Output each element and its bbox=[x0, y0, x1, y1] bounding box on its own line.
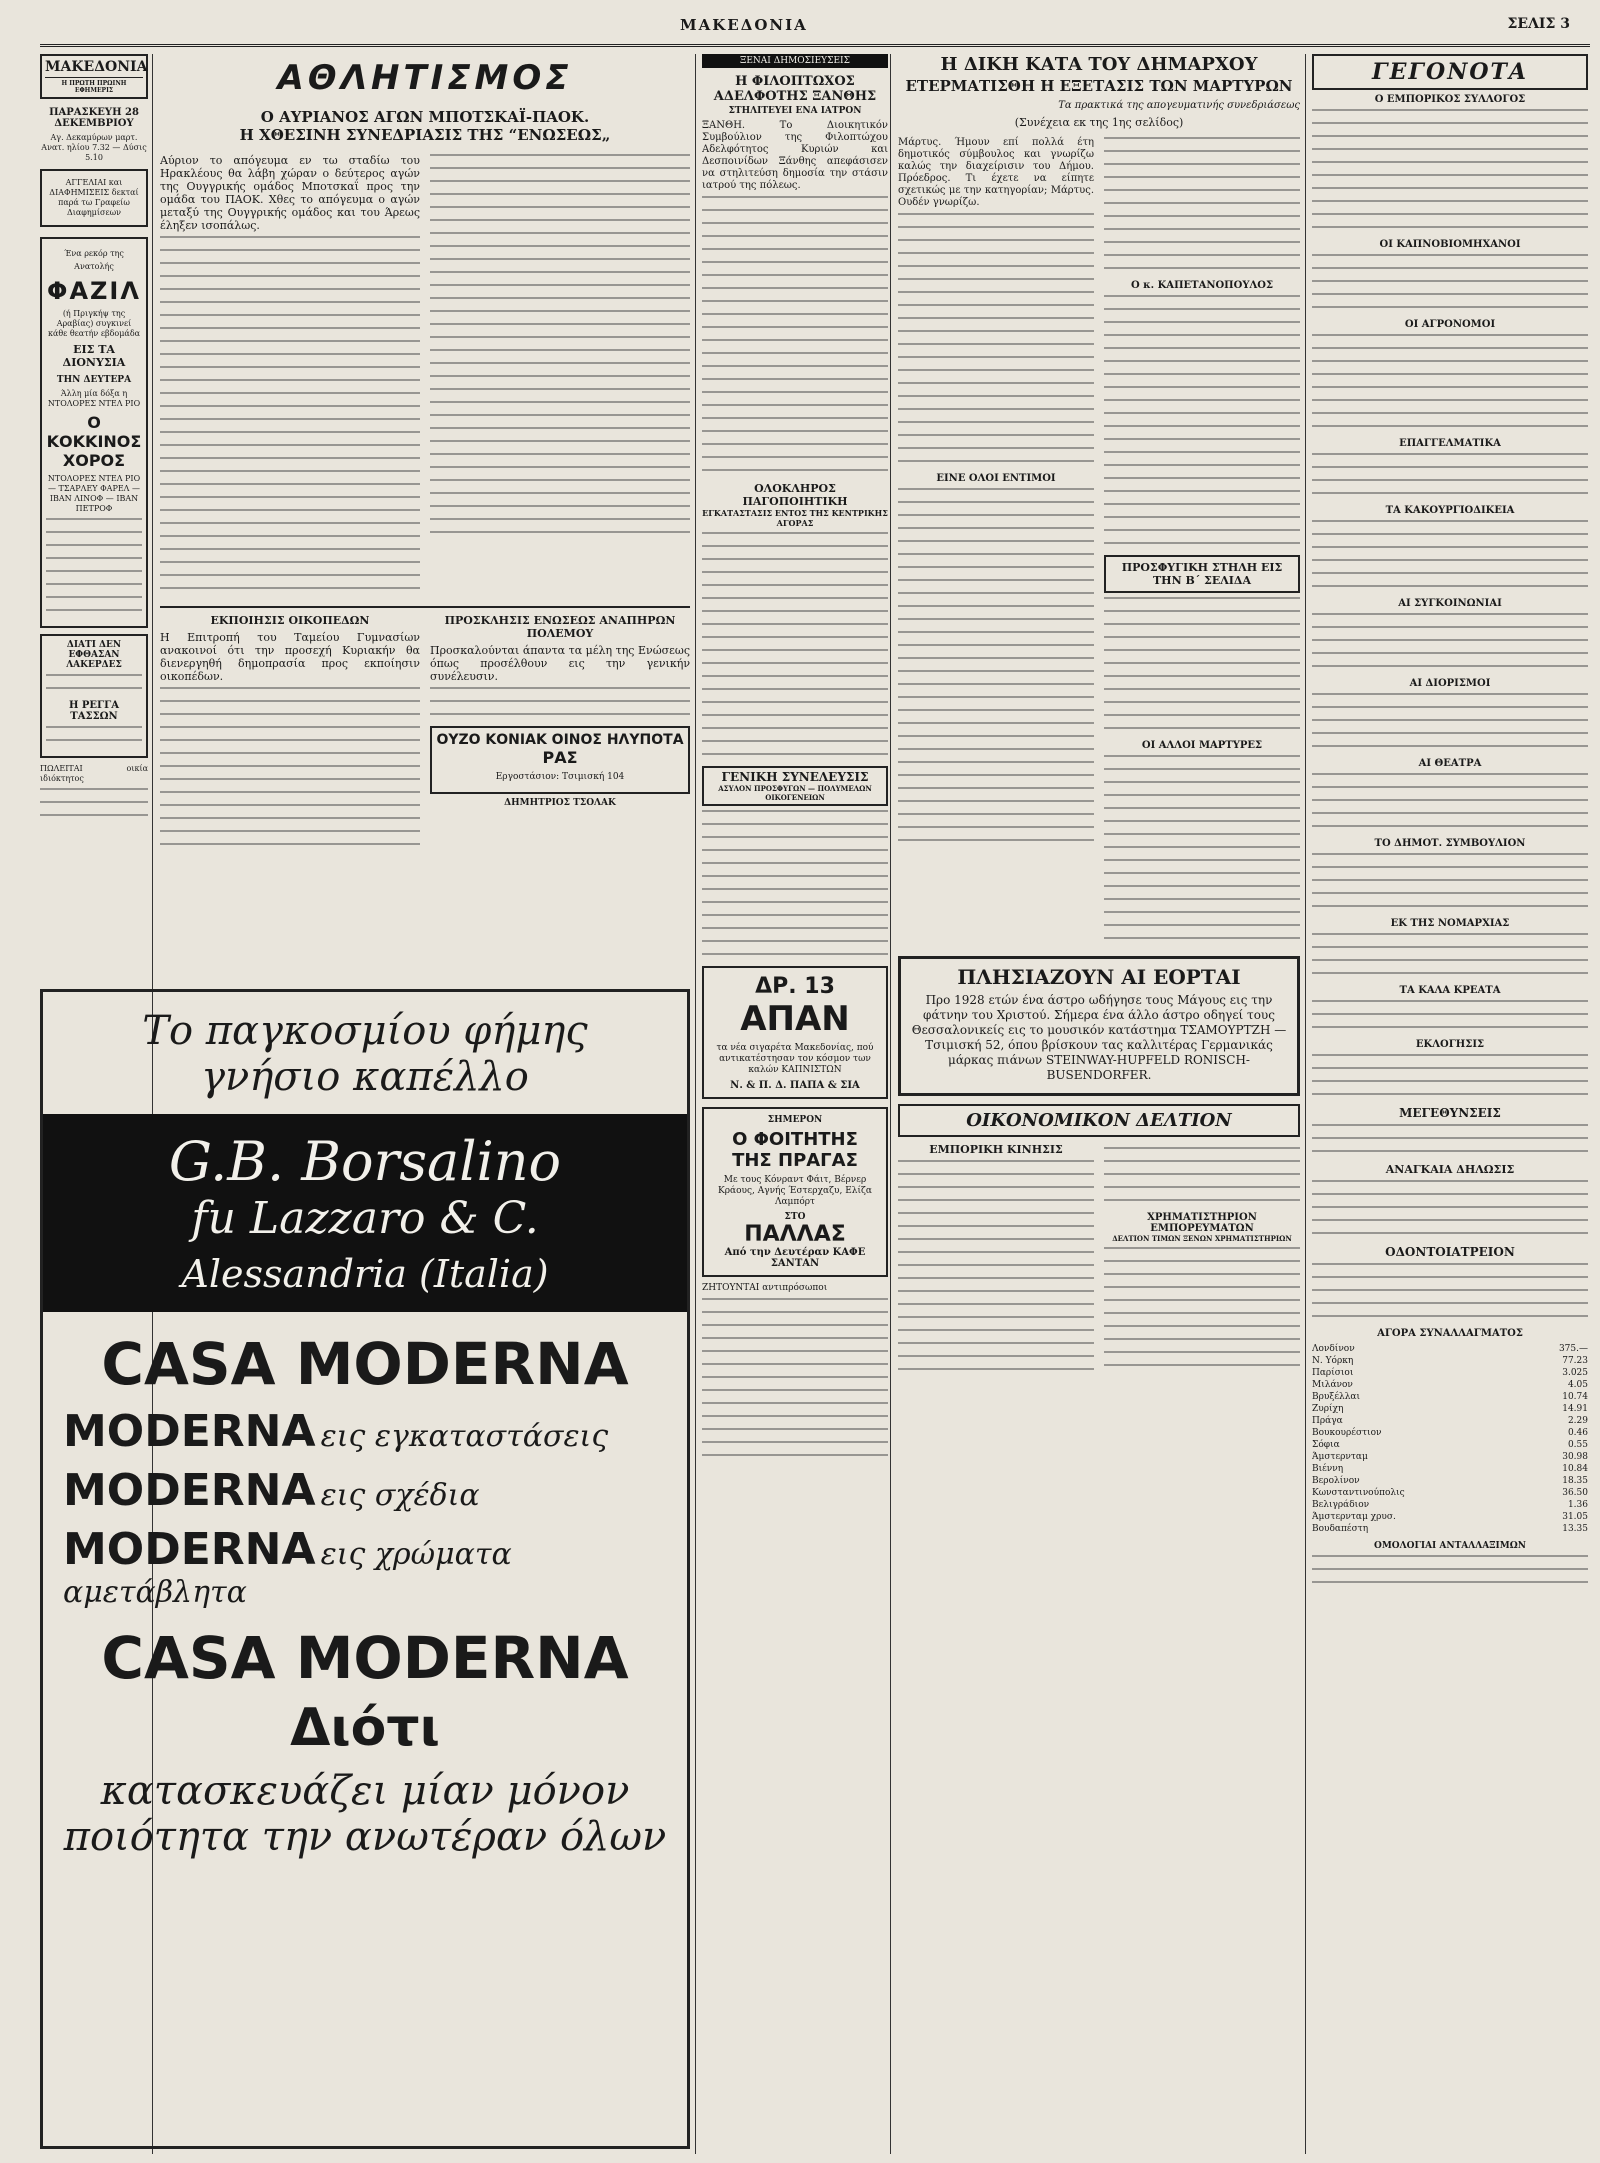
xanthi-lines bbox=[702, 196, 888, 471]
fazil-ad bbox=[40, 237, 148, 628]
moderna-word: MODERNA bbox=[63, 1406, 316, 1457]
kokkinos-title: Ο ΚΟΚΚΙΝΟΣ ΧΟΡΟΣ bbox=[46, 413, 142, 470]
events-section: ΕΚΛΟΓΗΣΙΣ bbox=[1415, 1039, 1485, 1050]
commodity-exchange: ΧΡΗΜΑΤΙΣΤΗΡΙΟΝ ΕΜΠΟΡΕΥΜΑΤΩΝ bbox=[1147, 1212, 1257, 1234]
events-lines bbox=[1312, 453, 1588, 494]
fx-currency: Βουδαπέστη bbox=[1312, 1524, 1369, 1534]
tagline-2: ποιότητα την ανωτέραν όλων bbox=[63, 1814, 667, 1860]
sports-headline-1: Ο ΑΥΡΙΑΝΟΣ ΑΓΩΝ ΜΠΟΤΣΚΑΪ-ΠΑΟΚ. bbox=[260, 108, 590, 126]
column-5 bbox=[1312, 54, 1588, 2149]
fx-rate: 4.05 bbox=[1567, 1380, 1588, 1390]
fazil-body-lines bbox=[46, 518, 142, 611]
fx-rate: 3.025 bbox=[1562, 1368, 1588, 1378]
lakerdes-lines-2 bbox=[46, 726, 142, 741]
trial-lines-a bbox=[898, 213, 1094, 462]
fazil-intro: Ένα ρεκόρ της Ανατολής bbox=[64, 249, 124, 271]
film-title: Ο ΦΟΙΤΗΤΗΣ ΤΗΣ ΠΡΑΓΑΣ bbox=[732, 1129, 858, 1171]
fx-row bbox=[1312, 1523, 1588, 1535]
invalids-title: ΠΡΟΣΚΛΗΣΙΣ ΕΝΩΣΕΩΣ ΑΝΑΠΗΡΩΝ ΠΟΛΕΜΟΥ bbox=[444, 614, 676, 640]
apan-maker: Ν. & Π. Δ. ΠΑΠΑ & ΣΙΑ bbox=[730, 1080, 860, 1091]
fx-currency: Ζυρίχη bbox=[1312, 1404, 1344, 1414]
sale-notice: ΠΩΛΕΙΤΑΙ οικία ιδιόκτητος bbox=[40, 764, 148, 783]
film-today: ΣΗΜΕΡΟΝ bbox=[767, 1115, 823, 1125]
monday-text: Άλλη μία δόξα η ΝΤΟΛΟΡΕΣ ΝΤΕΛ ΡΙΟ bbox=[47, 389, 141, 408]
sports-article-lines-a bbox=[160, 236, 420, 589]
section-divider bbox=[160, 606, 690, 608]
column-1 bbox=[40, 54, 148, 1054]
moderna-word: MODERNA bbox=[63, 1465, 316, 1516]
assembly-lines bbox=[702, 810, 888, 955]
bonds-title: ΟΜΟΛΟΓΙΑΙ ΑΝΤΑΛΛΑΞΙΜΩΝ bbox=[1374, 1541, 1526, 1551]
fx-market-title: ΑΓΟΡΑ ΣΥΝΑΛΛΑΓΜΑΤΟΣ bbox=[1377, 1328, 1523, 1339]
events-lines bbox=[1312, 933, 1588, 974]
fx-row bbox=[1312, 1415, 1588, 1427]
ice-lines bbox=[702, 532, 888, 755]
sports-article-col-b bbox=[430, 150, 690, 600]
trial-lines-e bbox=[1104, 597, 1300, 729]
events-section: ΑΝΑΓΚΑΙΑ ΔΗΛΩΣΙΣ bbox=[1385, 1163, 1515, 1176]
wanted-lines bbox=[702, 1298, 888, 1456]
fazil-title: ΦΑΖΙΛ bbox=[47, 277, 141, 305]
film-venue: ΠΑΛΛΑΣ bbox=[744, 1222, 846, 1247]
ouzo-address: Εργοστάσιον: Τσιμισκή 104 bbox=[495, 772, 625, 782]
fx-currency: Άμστερνταμ χρυσ. bbox=[1312, 1512, 1396, 1522]
dioti-word: Διότι bbox=[290, 1698, 440, 1758]
xanthi-subhead: ΣΤΗΛΙΤΕΥΕΙ ΕΝΑ ΙΑΤΡΟΝ bbox=[728, 106, 862, 116]
fx-row bbox=[1312, 1463, 1588, 1475]
economic-col-b bbox=[1104, 1143, 1300, 1381]
borsalino-city: Alessandria (Italia) bbox=[181, 1252, 549, 1296]
fx-currency: Πράγα bbox=[1312, 1416, 1343, 1426]
economic-col-a bbox=[898, 1143, 1094, 1381]
ice-subhead: ΕΓΚΑΤΑΣΤΑΣΙΣ ΕΝΤΟΣ ΤΗΣ ΚΕΝΤΡΙΚΗΣ ΑΓΟΡΑΣ bbox=[702, 508, 888, 528]
festivities-text: Προ 1928 ετών ένα άστρο ωδήγησε τους Μάγους εις την φάτνην του Χριστού. Σήμερα ένα άλλο άστρο οδηγεί τους Θεσσαλονικείς εις το μουσικόν κατάστημα ΤΣΑΜΟΥΡΤΖΗ — Τσιμισκή 52, όπου βρίσκουν τας καλλιτέρας Γερμανικάς μάρκας πιάνων STEINWAY-HUPFELD RONISCH-BUSENDORFER. bbox=[911, 993, 1287, 1082]
borsalino-lazzaro: fu Lazzaro & C. bbox=[191, 1193, 539, 1244]
ouzo-name: ΡΑΣ bbox=[542, 748, 578, 767]
trial-sub-3: ΟΙ ΑΛΛΟΙ ΜΑΡΤΥΡΕΣ bbox=[1141, 740, 1263, 751]
ouzo-ad bbox=[430, 726, 690, 794]
film-ad bbox=[702, 1107, 888, 1277]
moderna-caption: εις σχέδια bbox=[320, 1478, 480, 1513]
economic-bulletin-box bbox=[898, 1104, 1300, 1137]
fx-currency: Άμστερνταμ bbox=[1312, 1452, 1368, 1462]
fx-row bbox=[1312, 1475, 1588, 1487]
trial-headline: Η ΔΙΚΗ ΚΑΤΑ ΤΟΥ ΔΗΜΑΡΧΟΥ bbox=[940, 54, 1258, 75]
assembly-box bbox=[702, 766, 888, 806]
paper-name: ΜΑΚΕΔΟΝΙΑ bbox=[680, 16, 808, 34]
economic-bulletin-title: ΟΙΚΟΝΟΜΙΚΟΝ ΔΕΛΤΙΟΝ bbox=[966, 1110, 1232, 1131]
moderna-caption: εις εγκαταστάσεις bbox=[320, 1419, 609, 1454]
plots-lines bbox=[160, 687, 420, 845]
fx-rate: 18.35 bbox=[1562, 1476, 1588, 1486]
economic-lines-b bbox=[1104, 1147, 1300, 1201]
fx-currency: Παρίσιοι bbox=[1312, 1368, 1354, 1378]
fx-row bbox=[1312, 1343, 1588, 1355]
foreign-tag: ΞΕΝΑΙ ΔΗΜΟΣΙΕΥΣΕΙΣ bbox=[702, 54, 888, 68]
commercial-movement: ΕΜΠΟΡΙΚΗ ΚΙΝΗΣΙΣ bbox=[929, 1143, 1063, 1156]
assembly-headline: ΓΕΝΙΚΗ ΣΥΝΕΛΕΥΣΙΣ bbox=[721, 770, 869, 784]
events-section: ΤΟ ΔΗΜΟΤ. ΣΥΜΒΟΥΛΙΟΝ bbox=[1374, 838, 1526, 849]
column-2-top bbox=[160, 54, 690, 1014]
lakerdes-lines bbox=[46, 674, 142, 689]
plots-title: ΕΚΠΟΙΗΣΙΣ ΟΙΚΟΠΕΔΩΝ bbox=[210, 614, 370, 627]
foreign-exchange-prices: ΔΕΛΤΙΟΝ ΤΙΜΩΝ ΞΕΝΩΝ ΧΡΗΜΑΤΙΣΤΗΡΙΩΝ bbox=[1112, 1234, 1292, 1243]
film-venue-pre: ΣΤΟ bbox=[784, 1212, 806, 1222]
refugee-text: ΠΡΟΣΦΥΓΙΚΗ ΣΤΗΛΗ ΕΙΣ ΤΗΝ Β΄ ΣΕΛΙΔΑ bbox=[1121, 561, 1283, 587]
fx-currency: Μιλάνον bbox=[1312, 1380, 1353, 1390]
fx-rate: 36.50 bbox=[1562, 1488, 1588, 1498]
wanted-notice: ΖΗΤΟΥΝΤΑΙ αντιπρόσωποι bbox=[702, 1283, 828, 1293]
events-section: ΕΠΑΓΓΕΛΜΑΤΙΚΑ bbox=[1399, 438, 1501, 449]
fx-row bbox=[1312, 1379, 1588, 1391]
fx-rate: 2.29 bbox=[1567, 1416, 1588, 1426]
lakerdes-shop: Η ΡΕΓΓΑ ΤΑΣΣΩΝ bbox=[68, 700, 120, 722]
trial-kicker: Τα πρακτικά της απογευματινής συνεδριάσεως bbox=[1058, 100, 1300, 111]
column-4 bbox=[898, 54, 1300, 2149]
fazil-text: (ή Πριγκήψ της Αραβίας) συγκινεί κάθε θεατήν εβδομάδα bbox=[47, 309, 141, 338]
sports-article-col-a bbox=[160, 150, 420, 600]
economic-columns bbox=[898, 1143, 1300, 1381]
moderna-word: MODERNA bbox=[63, 1524, 316, 1575]
fx-currency: Βουκουρέστιον bbox=[1312, 1428, 1382, 1438]
fx-currency: Ν. Υόρκη bbox=[1312, 1356, 1354, 1366]
plots-notice bbox=[160, 614, 420, 856]
fx-rate: 14.91 bbox=[1562, 1404, 1588, 1414]
moderna-line-3 bbox=[63, 1524, 667, 1610]
fx-row bbox=[1312, 1487, 1588, 1499]
trial-lines-f bbox=[1104, 755, 1300, 939]
borsalino-line-2: γνήσιο καπέλλο bbox=[201, 1054, 529, 1100]
tsolak-name: ΔΗΜΗΤΡΙΟΣ ΤΣΟΛΑΚ bbox=[504, 798, 616, 808]
borsalino-ad bbox=[40, 989, 690, 2149]
ads-box bbox=[40, 169, 148, 227]
xanthi-text: ΞΑΝΘΗ. Το Διοικητικόν Συμβούλιον της Φιλοπτώχου Αδελφότητος Κυριών και Δεσποινίδων Ξάνθης απεφάσισεν να στηλιτεύση δημοσία την στάσιν ιατρού της πόλεως. bbox=[702, 120, 888, 191]
sports-article-lines-b bbox=[430, 154, 690, 533]
column-rule bbox=[695, 54, 696, 2154]
events-section: ΟΙ ΑΓΡΟΝΟΜΟΙ bbox=[1404, 319, 1496, 330]
events-lines bbox=[1312, 853, 1588, 907]
trial-col-a bbox=[898, 133, 1094, 950]
fx-rate: 375.— bbox=[1558, 1344, 1588, 1354]
fx-row bbox=[1312, 1427, 1588, 1439]
trial-sub-1: Ο κ. ΚΑΠΕΤΑΝΟΠΟΥΛΟΣ bbox=[1130, 280, 1274, 291]
fx-row bbox=[1312, 1391, 1588, 1403]
moderna-line-1 bbox=[63, 1406, 667, 1457]
brand-box bbox=[40, 54, 148, 99]
events-lines bbox=[1312, 613, 1588, 667]
column-rule bbox=[1305, 54, 1306, 2154]
fx-currency: Βελιγράδιον bbox=[1312, 1500, 1370, 1510]
brand-name: ΜΑΚΕΔΟΝΙΑ bbox=[45, 59, 148, 75]
events-section: ΤΑ ΚΑΚΟΥΡΓΙΟΔΙΚΕΙΑ bbox=[1385, 505, 1515, 516]
fx-rate: 0.46 bbox=[1567, 1428, 1588, 1438]
events-lines bbox=[1312, 1555, 1588, 1583]
events-section: ΟΙ ΚΑΠΝΟΒΙΟΜΗΧΑΝΟΙ bbox=[1379, 239, 1521, 250]
trial-col-b bbox=[1104, 133, 1300, 950]
invalids-text: Προσκαλούνται άπαντα τα μέλη της Ενώσεως όπως προσέλθουν εις την γενικήν συνέλευσιν. bbox=[430, 644, 690, 683]
events-section: ΤΑ ΚΑΛΑ ΚΡΕΑΤΑ bbox=[1399, 985, 1501, 996]
events-lines bbox=[1312, 1263, 1588, 1317]
fx-row bbox=[1312, 1511, 1588, 1523]
casa-moderna-title: CASA MODERNA bbox=[101, 1330, 629, 1398]
events-lines bbox=[1312, 1180, 1588, 1234]
tagline-1: κατασκευάζει μίαν μόνον bbox=[100, 1768, 630, 1814]
trial-lines-b bbox=[898, 488, 1094, 841]
fx-currency: Βερολίνον bbox=[1312, 1476, 1360, 1486]
sale-notice-lines bbox=[40, 788, 148, 816]
fx-rate: 77.23 bbox=[1562, 1356, 1588, 1366]
ads-text: ΑΓΓΕΛΙΑΙ και ΔΙΑΦΗΜΙΣΕΙΣ δεκταί παρά τω Γραφείω Διαφημίσεων bbox=[49, 178, 139, 217]
masthead bbox=[40, 14, 1590, 47]
ice-headline: ΟΛΟΚΛΗΡΟΣ ΠΑΓΟΠΟΙΗΤΙΚΗ bbox=[742, 482, 848, 508]
moderna-caption: εις χρώματα αμετάβλητα bbox=[63, 1537, 512, 1610]
column-rule bbox=[890, 54, 891, 2154]
events-section: ΑΙ ΣΥΓΚΟΙΝΩΝΙΑΙ bbox=[1398, 598, 1502, 609]
fx-row bbox=[1312, 1451, 1588, 1463]
events-lines bbox=[1312, 773, 1588, 827]
festivities-ad bbox=[898, 956, 1300, 1096]
borsalino-banner bbox=[43, 1114, 687, 1312]
fx-row bbox=[1312, 1439, 1588, 1451]
fx-currency: Βρυξέλλαι bbox=[1312, 1392, 1361, 1402]
events-lines bbox=[1312, 1124, 1588, 1152]
fx-rate: 10.84 bbox=[1562, 1464, 1588, 1474]
lakerdes-title: ΔΙΑΤΙ ΔΕΝ ΕΦΘΑΣΑΝ ΛΑΚΕΡΔΕΣ bbox=[66, 640, 122, 670]
events-section: ΑΙ ΔΙΟΡΙΣΜΟΙ bbox=[1409, 678, 1491, 689]
trial-continued: (Συνέχεια εκ της 1ης σελίδος) bbox=[1014, 116, 1184, 129]
issue-date: ΠΑΡΑΣΚΕΥΗ 28 ΔΕΚΕΜΒΡΙΟΥ bbox=[49, 107, 139, 129]
events-lines bbox=[1312, 693, 1588, 747]
events-lines bbox=[1312, 109, 1588, 228]
sunrise-note: Αγ. Δεκαμύρων μαρτ. Ανατ. ηλίου 7.32 — Δύσις 5.10 bbox=[41, 133, 147, 162]
trial-lines-d bbox=[1104, 295, 1300, 544]
sports-article-columns bbox=[160, 150, 690, 600]
ouzo-brand: ΟΥΖΟ ΚΟΝΙΑΚ ΟΙΝΟΣ ΗΛΥΠΟΤΑ bbox=[436, 732, 684, 748]
trial-lines-c bbox=[1104, 137, 1300, 269]
fx-rate: 10.74 bbox=[1562, 1392, 1588, 1402]
page-label: ΣΕΛΙΣ 3 bbox=[1507, 16, 1570, 32]
casa-moderna-title-2: CASA MODERNA bbox=[101, 1624, 629, 1692]
notices-row bbox=[160, 614, 690, 856]
fx-row bbox=[1312, 1403, 1588, 1415]
trial-columns bbox=[898, 133, 1300, 950]
refugee-box bbox=[1104, 555, 1300, 593]
brand-subtitle: Η ΠΡΩΤΗ ΠΡΩΙΝΗ ΕΦΗΜΕΡΙΣ bbox=[45, 77, 143, 94]
sports-headline-2: Η ΧΘΕΣΙΝΗ ΣΥΝΕΔΡΙΑΣΙΣ ΤΗΣ “ΕΝΩΣΕΩΣ„ bbox=[239, 126, 611, 144]
fx-currency: Κωνσταντινούπολις bbox=[1312, 1488, 1405, 1498]
sports-article-lead: Αύριον το απόγευμα εν τω σταδίω του Ηρακλέους θα λάβη χώραν ο δεύτερος αγών της Ουγγρικής ομάδος Μποτσκαΐ προς την ομάδα του ΠΑΟΚ. Χθες το απόγευμα ο αγών μεταξύ της Ουγγρικής ομάδος και του Άρεως έληξεν ισοπάλως. bbox=[160, 154, 420, 232]
fx-currency: Βιέννη bbox=[1312, 1464, 1344, 1474]
monday-label: ΤΗΝ ΔΕΥΤΕΡΑ bbox=[56, 375, 132, 385]
film-extra: Από την Δευτέραν ΚΑΦΕ ΣΑΝΤΑΝ bbox=[724, 1247, 866, 1269]
fx-row bbox=[1312, 1499, 1588, 1511]
sports-title: ΑΘΛΗΤΙΣΜΟΣ bbox=[277, 58, 573, 98]
film-cast: Με τους Κόνραντ Φάιτ, Βέρνερ Κράους, Αγνής Έστερχαζυ, Ελίζα Λαμπόρτ bbox=[718, 1175, 872, 1207]
trial-subhead: ΕΤΕΡΜΑΤΙΣΘΗ Η ΕΞΕΤΑΣΙΣ ΤΩΝ ΜΑΡΤΥΡΩΝ bbox=[905, 77, 1293, 95]
invalids-lines bbox=[430, 687, 690, 715]
trial-text: Μάρτυς. Ήμουν επί πολλά έτη δημοτικός σύμβουλος και γνωρίζω καλώς την διαχείρισιν του Δήμου. Πρόεδρος. Τι έχετε να είπητε σχετικώς με την κατηγορίαν; Μάρτυς. Ουδέν γνωρίζω. bbox=[898, 137, 1094, 208]
apan-title: ΑΠΑΝ bbox=[740, 999, 850, 1039]
events-title-box bbox=[1312, 54, 1588, 90]
borsalino-brand: G.B. Borsalino bbox=[168, 1130, 562, 1193]
fx-table bbox=[1312, 1343, 1588, 1535]
assembly-subhead: ΑΣΥΛΟΝ ΠΡΟΣΦΥΓΩΝ — ΠΟΛΥΜΕΛΩΝ ΟΙΚΟΓΕΝΕΙΩΝ bbox=[718, 784, 872, 802]
fx-row bbox=[1312, 1367, 1588, 1379]
fx-currency: Λονδίνον bbox=[1312, 1344, 1355, 1354]
fx-rate: 1.36 bbox=[1567, 1500, 1588, 1510]
fx-row bbox=[1312, 1355, 1588, 1367]
kokkinos-cast: ΝΤΟΛΟΡΕΣ ΝΤΕΛ ΡΙΟ — ΤΣΑΡΛΕΥ ΦΑΡΕΛ — ΙΒΑΝ ΛΙΝΟΦ — ΙΒΑΝ ΠΕΤΡΟΦ bbox=[47, 474, 141, 513]
column-3 bbox=[702, 54, 888, 2149]
newspaper-page bbox=[40, 14, 1590, 2154]
events-lines bbox=[1312, 254, 1588, 308]
borsalino-line-1: Το παγκοσμίου φήμης bbox=[142, 1008, 588, 1054]
fazil-venue: ΕΙΣ ΤΑ ΔΙΟΝΥΣΙΑ bbox=[62, 343, 126, 369]
moderna-line-2 bbox=[63, 1465, 667, 1516]
apan-text: τα νέα σιγαρέτα Μακεδονίας, πού αντικατέστησαν τον κόσμον των καλών ΚΑΠΝΙΣΤΩΝ bbox=[716, 1043, 874, 1075]
events-lines bbox=[1312, 520, 1588, 587]
trial-sub-2: ΕΙΝΕ ΟΛΟΙ ΕΝΤΙΜΟΙ bbox=[936, 473, 1056, 484]
economic-lines-c bbox=[1104, 1247, 1300, 1366]
xanthi-headline: Η ΦΙΛΟΠΤΩΧΟΣ ΑΔΕΛΦΟΤΗΣ ΞΑΝΘΗΣ bbox=[713, 74, 877, 104]
events-lines bbox=[1312, 334, 1588, 427]
fx-rate: 31.05 bbox=[1562, 1512, 1588, 1522]
events-section: ΑΙ ΘΕΑΤΡΑ bbox=[1418, 758, 1482, 769]
events-section: ΕΚ ΤΗΣ ΝΟΜΑΡΧΙΑΣ bbox=[1390, 918, 1510, 929]
fx-rate: 13.35 bbox=[1562, 1524, 1588, 1534]
events-section: Ο ΕΜΠΟΡΙΚΟΣ ΣΥΛΛΟΓΟΣ bbox=[1374, 94, 1526, 105]
dentist-title: ΟΔΟΝΤΟΙΑΤΡΕΙΟΝ bbox=[1385, 1245, 1515, 1259]
apan-ad bbox=[702, 966, 888, 1099]
events-lines bbox=[1312, 1000, 1588, 1028]
fx-rate: 0.55 bbox=[1567, 1440, 1588, 1450]
events-lines bbox=[1312, 1054, 1588, 1095]
lakerdes-ad bbox=[40, 634, 148, 758]
invalids-notice bbox=[430, 614, 690, 856]
fx-rate: 30.98 bbox=[1562, 1452, 1588, 1462]
economic-lines-a bbox=[898, 1160, 1094, 1370]
events-title: ΓΕΓΟΝΟΤΑ bbox=[1372, 59, 1528, 85]
events-section: ΜΕΓΕΘΥΝΣΕΙΣ bbox=[1399, 1106, 1501, 1120]
apan-price: ΔΡ. 13 bbox=[755, 974, 835, 999]
fx-currency: Σόφια bbox=[1312, 1440, 1340, 1450]
festivities-title: ΠΛΗΣΙΑΖΟΥΝ ΑΙ ΕΟΡΤΑΙ bbox=[957, 965, 1241, 989]
plots-text: Η Επιτροπή του Ταμείου Γυμνασίων ανακοινοί ότι την προσεχή Κυριακήν θα διενεργηθή δημοπρασία προς εκποίησιν οικοπέδων. bbox=[160, 631, 420, 683]
